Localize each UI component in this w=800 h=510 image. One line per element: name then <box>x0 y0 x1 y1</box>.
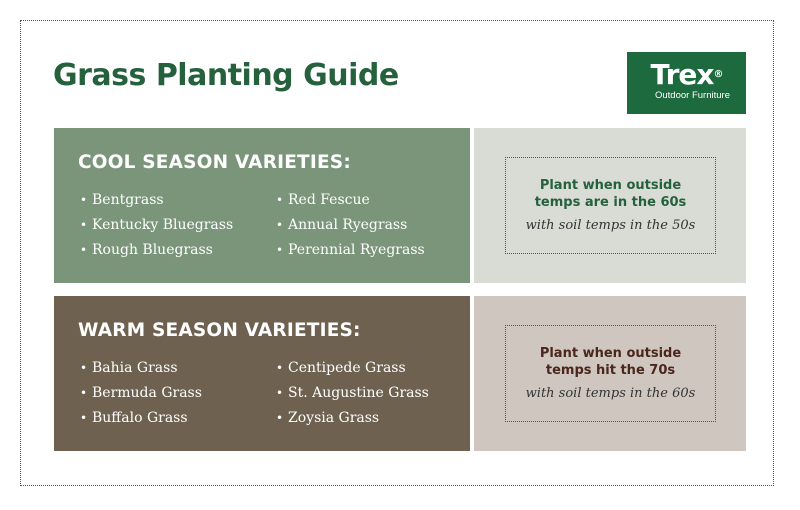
warm-planting-info-box <box>505 325 716 422</box>
warm-varieties-list-right <box>276 356 429 431</box>
page-title: Grass Planting Guide <box>53 58 399 93</box>
registered-mark: ® <box>713 69 723 80</box>
cool-planting-instruction: Plant when outside temps are in the 60s <box>534 178 687 210</box>
bullet-icon: • <box>80 193 88 207</box>
bullet-icon: • <box>80 411 88 425</box>
logo-subtitle: Outdoor Furniture <box>655 90 730 101</box>
trex-logo <box>627 52 746 114</box>
bullet-icon: • <box>80 386 88 400</box>
cool-season-panel <box>54 128 470 283</box>
cool-soil-temp-note: with soil temps in the 50s <box>525 218 696 233</box>
bullet-icon: • <box>276 361 284 375</box>
list-item: • Rough Bluegrass <box>80 238 233 263</box>
list-item: • Zoysia Grass <box>276 406 429 431</box>
logo-wordmark: Trex® <box>650 58 723 91</box>
list-item: • Centipede Grass <box>276 356 429 381</box>
list-item: • Bahia Grass <box>80 356 202 381</box>
bullet-icon: • <box>80 243 88 257</box>
bullet-icon: • <box>80 361 88 375</box>
bullet-icon: • <box>276 243 284 257</box>
cool-season-heading: COOL SEASON VARIETIES: <box>78 152 351 173</box>
list-item: • Buffalo Grass <box>80 406 202 431</box>
cool-varieties-list-left <box>80 188 233 263</box>
cool-planting-info-box <box>505 157 716 254</box>
list-item: • Bentgrass <box>80 188 233 213</box>
list-item: • Kentucky Bluegrass <box>80 213 233 238</box>
list-item: • Perennial Ryegrass <box>276 238 425 263</box>
bullet-icon: • <box>80 218 88 232</box>
warm-season-panel <box>54 296 470 451</box>
warm-planting-instruction: Plant when outside temps hit the 70s <box>539 346 682 378</box>
warm-varieties-list-left <box>80 356 202 431</box>
warm-soil-temp-note: with soil temps in the 60s <box>525 386 696 401</box>
bullet-icon: • <box>276 193 284 207</box>
bullet-icon: • <box>276 411 284 425</box>
warm-season-heading: WARM SEASON VARIETIES: <box>78 320 361 341</box>
list-item: • Bermuda Grass <box>80 381 202 406</box>
bullet-icon: • <box>276 218 284 232</box>
list-item: • Red Fescue <box>276 188 425 213</box>
list-item: • St. Augustine Grass <box>276 381 429 406</box>
cool-planting-info-panel <box>474 128 746 283</box>
list-item: • Annual Ryegrass <box>276 213 425 238</box>
bullet-icon: • <box>276 386 284 400</box>
warm-planting-info-panel <box>474 296 746 451</box>
cool-varieties-list-right <box>276 188 425 263</box>
